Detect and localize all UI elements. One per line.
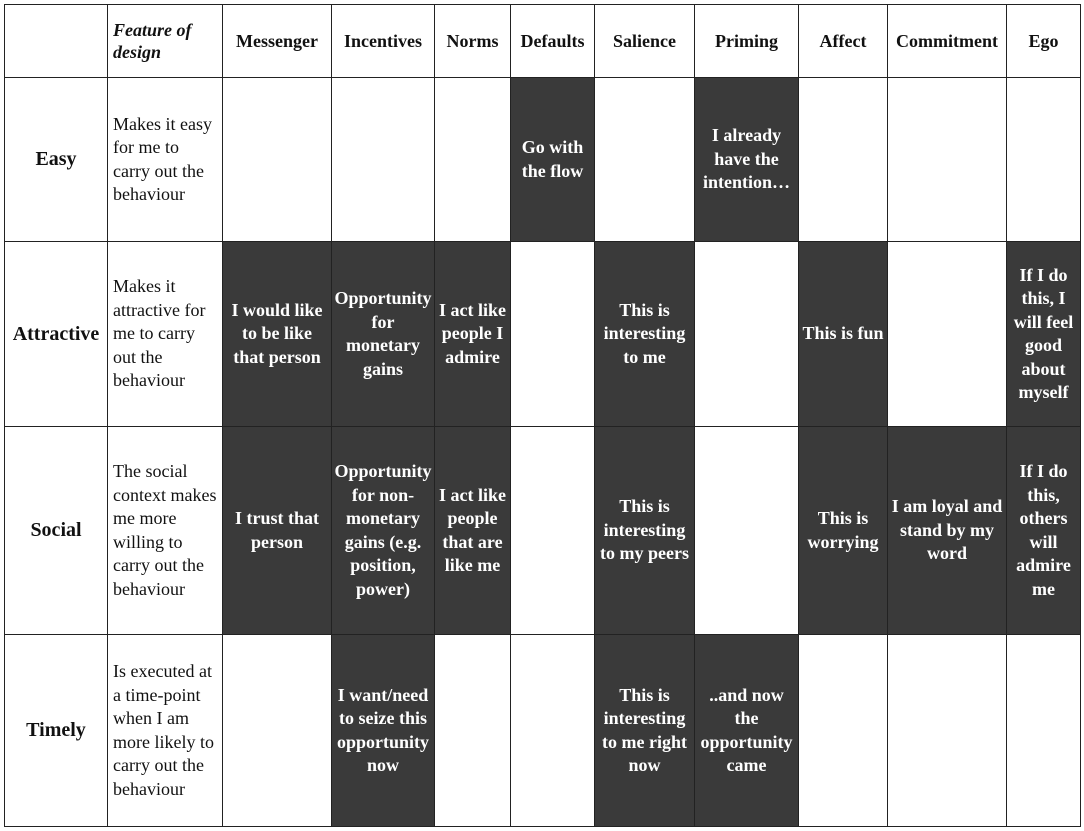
cell-easy-norms <box>435 78 511 242</box>
cell-text: Go with the flow <box>521 137 584 181</box>
cell-attractive-affect <box>799 242 888 427</box>
cell-timely-commitment <box>888 635 1007 827</box>
cell-text: This is interesting to my peers <box>600 496 689 564</box>
table-row-easy <box>5 78 1081 242</box>
cell-timely-priming <box>695 635 799 827</box>
column-header-messenger: Messenger <box>223 5 332 78</box>
header-row <box>5 5 1081 78</box>
cell-easy-commitment <box>888 78 1007 242</box>
cell-text: This is interesting to me <box>603 299 686 367</box>
cell-easy-affect <box>799 78 888 242</box>
cell-easy-salience <box>595 78 695 242</box>
cell-timely-ego <box>1007 635 1081 827</box>
cell-text: I want/need to seize this opportunity now <box>336 684 430 775</box>
cell-easy-incentives <box>332 78 435 242</box>
row-description: The social context makes me more willing to carry out the behaviour <box>108 427 223 635</box>
cell-text: Opportunity for monetary gains <box>334 288 432 379</box>
cell-text: I trust that person <box>235 508 319 552</box>
table-row-social <box>5 427 1081 635</box>
cell-text: If I do this, others will admire me <box>1016 461 1071 599</box>
cell-social-ego <box>1007 427 1081 635</box>
column-header-salience: Salience <box>595 5 695 78</box>
cell-timely-messenger <box>223 635 332 827</box>
row-label: Timely <box>5 635 108 827</box>
column-header-commitment: Commitment <box>888 5 1007 78</box>
cell-text: This is interesting to me right now <box>602 684 687 775</box>
cell-text: ..and now the opportunity came <box>700 684 793 775</box>
cell-easy-defaults <box>511 78 595 242</box>
cell-text: I act like people that are like me <box>439 484 506 575</box>
cell-attractive-norms <box>435 242 511 427</box>
cell-text: This is fun <box>802 323 884 344</box>
cell-easy-ego <box>1007 78 1081 242</box>
cell-social-defaults <box>511 427 595 635</box>
cell-timely-affect <box>799 635 888 827</box>
cell-social-priming <box>695 427 799 635</box>
cell-timely-norms <box>435 635 511 827</box>
cell-social-salience <box>595 427 695 635</box>
column-header-defaults: Defaults <box>511 5 595 78</box>
cell-attractive-ego <box>1007 242 1081 427</box>
cell-timely-salience <box>595 635 695 827</box>
cell-text: I act like people I admire <box>439 299 506 367</box>
cell-social-incentives <box>332 427 435 635</box>
cell-attractive-priming <box>695 242 799 427</box>
cell-attractive-defaults <box>511 242 595 427</box>
column-header-ego: Ego <box>1007 5 1081 78</box>
cell-easy-messenger <box>223 78 332 242</box>
column-header-incentives: Incentives <box>332 5 435 78</box>
cell-text: I am loyal and stand by my word <box>891 496 1003 564</box>
row-description: Makes it easy for me to carry out the behaviour <box>108 78 223 242</box>
cell-text: I would like to be like that person <box>231 299 323 367</box>
table-row-attractive <box>5 242 1081 427</box>
cell-attractive-commitment <box>888 242 1007 427</box>
cell-attractive-salience <box>595 242 695 427</box>
cell-easy-priming <box>695 78 799 242</box>
row-label: Attractive <box>5 242 108 427</box>
row-description: Is executed at a time-point when I am more likely to carry out the behaviour <box>108 635 223 827</box>
cell-attractive-incentives <box>332 242 435 427</box>
cell-attractive-messenger <box>223 242 332 427</box>
cell-social-norms <box>435 427 511 635</box>
table-row-timely <box>5 635 1081 827</box>
cell-text: If I do this, I will feel good about myself <box>1013 264 1074 402</box>
cell-text: Opportunity for non-monetary gains (e.g. position, power) <box>334 461 432 599</box>
cell-social-commitment <box>888 427 1007 635</box>
row-description: Makes it attractive for me to carry out the behaviour <box>108 242 223 427</box>
cell-timely-incentives <box>332 635 435 827</box>
column-header-priming: Priming <box>695 5 799 78</box>
column-header-affect: Affect <box>799 5 888 78</box>
cell-text: This is worrying <box>807 508 879 552</box>
row-label: Easy <box>5 78 108 242</box>
cell-social-affect <box>799 427 888 635</box>
column-header-norms: Norms <box>435 5 511 78</box>
cell-text: I already have the intention… <box>702 125 790 193</box>
behaviour-design-table <box>4 4 1081 827</box>
row-label: Social <box>5 427 108 635</box>
feature-of-design-header: Feature of design <box>108 5 223 78</box>
cell-timely-defaults <box>511 635 595 827</box>
cell-social-messenger <box>223 427 332 635</box>
corner-cell <box>5 5 108 78</box>
